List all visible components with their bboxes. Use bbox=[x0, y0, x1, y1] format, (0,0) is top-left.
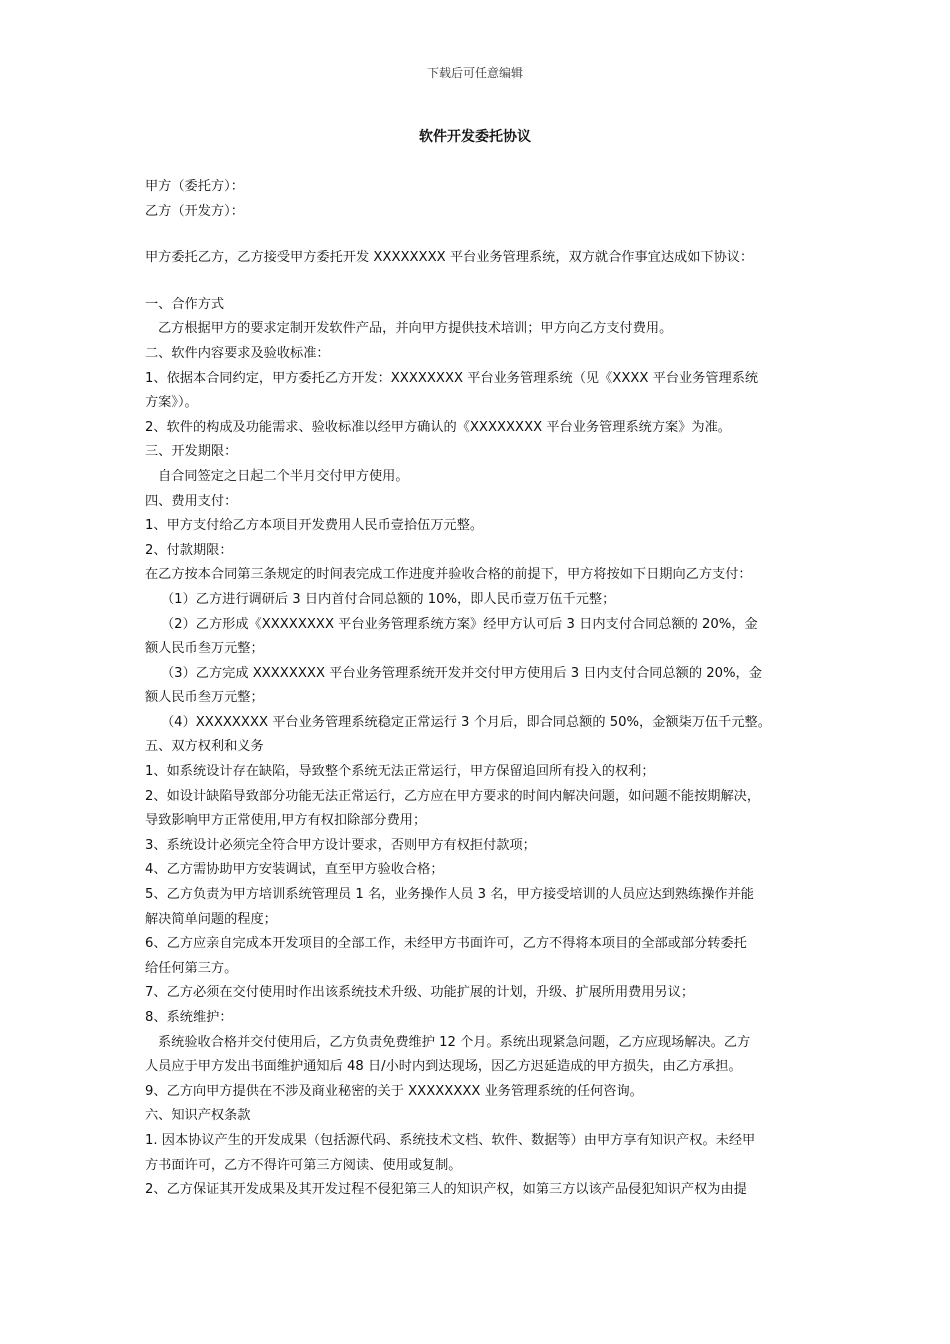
paragraph-line: 2、软件的构成及功能需求、验收标准以经甲方确认的《XXXXXXXX 平台业务管理系统方案》为准。 bbox=[145, 419, 731, 435]
spacer bbox=[145, 224, 810, 246]
paragraph-line: 导致影响甲方正常使用,甲方有权扣除部分费用； bbox=[145, 813, 427, 829]
paragraph-line: 2、付款期限： bbox=[145, 542, 233, 558]
paragraph-line: 自合同签定之日起二个半月交付甲方使用。 bbox=[158, 468, 409, 484]
intro-paragraph: 甲方委托乙方，乙方接受甲方委托开发 XXXXXXXX 平台业务管理系统，双方就合作事宜达成如下协议： bbox=[145, 250, 754, 266]
party-a-line: 甲方（委托方）： bbox=[145, 179, 244, 194]
paragraph-line: 4、乙方需协助甲方安装调试，直至甲方验收合格； bbox=[145, 862, 444, 878]
payment-item: （4）XXXXXXXX 平台业务管理系统稳定正常运行 3 个月后，即合同总额的 50%，金额柒万伍千元整。 bbox=[161, 714, 771, 730]
party-b-line: 乙方（开发方）： bbox=[145, 203, 244, 219]
spacer bbox=[145, 271, 810, 293]
paragraph-line: 1、依据本合同约定，甲方委托乙方开发：XXXXXXXX 平台业务管理系统（见《XXXX 平台业务管理系统 bbox=[145, 370, 759, 386]
payment-item: （3）乙方完成 XXXXXXXX 平台业务管理系统开发并交付甲方使用后 3 日内支付合同总额的 20%，金 bbox=[161, 665, 762, 681]
paragraph-line: 8、系统维护： bbox=[145, 1010, 233, 1025]
payment-item: （1）乙方进行调研后 3 日内首付合同总额的 10%，即人民币壹万伍千元整； bbox=[161, 591, 616, 607]
section-heading: 一、合作方式 bbox=[145, 296, 225, 312]
paragraph-line: 1. 因本协议产生的开发成果（包括源代码、系统技术文档、软件、数据等）由甲方享有知识产权。未经甲 bbox=[145, 1132, 756, 1148]
paragraph-line: 额人民币叁万元整； bbox=[145, 641, 264, 657]
paragraph-line: 系统验收合格并交付使用后，乙方负责免费维护 12 个月。系统出现紧急问题，乙方应现场解决。乙方 bbox=[158, 1034, 751, 1050]
section-heading: 二、软件内容要求及验收标准： bbox=[145, 345, 330, 361]
section-heading: 四、费用支付： bbox=[145, 493, 238, 509]
header-note: 下载后可任意编辑 bbox=[426, 66, 523, 80]
paragraph-line: 人员应于甲方发出书面维护通知后 48 日/小时内到达现场，因乙方迟延造成的甲方损失，由乙方承担。 bbox=[145, 1059, 742, 1075]
paragraph-line: 2、乙方保证其开发成果及其开发过程不侵犯第三人的知识产权，如第三方以该产品侵犯知识产权为由提 bbox=[145, 1182, 747, 1198]
paragraph-line: 7、乙方必须在交付使用时作出该系统技术升级、功能扩展的计划，升级、扩展所用费用另议； bbox=[145, 985, 695, 1001]
paragraph-line: 给任何第三方。 bbox=[145, 960, 238, 976]
document-title: 软件开发委托协议 bbox=[419, 129, 531, 145]
section-heading: 三、开发期限： bbox=[145, 444, 238, 460]
paragraph-line: 乙方根据甲方的要求定制开发软件产品，并向甲方提供技术培训；甲方向乙方支付费用。 bbox=[158, 321, 673, 337]
section-heading: 六、知识产权条款 bbox=[145, 1108, 251, 1124]
payment-item: （2）乙方形成《XXXXXXXX 平台业务管理系统方案》经甲方认可后 3 日内支付合同总额的 20%，金 bbox=[161, 616, 758, 632]
paragraph-line: 5、乙方负责为甲方培训系统管理员 1 名，业务操作人员 3 名，甲方接受培训的人员应达到熟练操作并能 bbox=[145, 887, 754, 903]
section-heading: 五、双方权利和义务 bbox=[145, 739, 264, 755]
paragraph-line: 9、乙方向甲方提供在不涉及商业秘密的关于 XXXXXXXX 业务管理系统的任何咨询。 bbox=[145, 1083, 643, 1099]
paragraph-line: 1、如系统设计存在缺陷，导致整个系统无法正常运行，甲方保留追回所有投入的权利； bbox=[145, 764, 655, 780]
paragraph-line: 2、如设计缺陷导致部分功能无法正常运行，乙方应在甲方要求的时间内解决问题，如问题不能按期解决， bbox=[145, 788, 761, 804]
paragraph-line: 3、系统设计必须完全符合甲方设计要求，否则甲方有权拒付款项； bbox=[145, 837, 536, 853]
paragraph-line: 方书面许可，乙方不得许可第三方阅读、使用或复制。 bbox=[145, 1157, 462, 1173]
paragraph-line: 解决简单问题的程度； bbox=[145, 911, 277, 927]
document-body bbox=[145, 175, 810, 1203]
paragraph-line: 额人民币叁万元整； bbox=[145, 690, 264, 706]
paragraph-line: 在乙方按本合同第三条规定的时间表完成工作进度并验收合格的前提下，甲方将按如下日期向乙方支付： bbox=[145, 567, 752, 583]
paragraph-line: 6、乙方应亲自完成本开发项目的全部工作，未经甲方书面许可，乙方不得将本项目的全部或部分转委托 bbox=[145, 936, 747, 952]
paragraph-line: 1、甲方支付给乙方本项目开发费用人民币壹拾伍万元整。 bbox=[145, 518, 484, 534]
paragraph-line: 方案》）。 bbox=[145, 395, 198, 411]
